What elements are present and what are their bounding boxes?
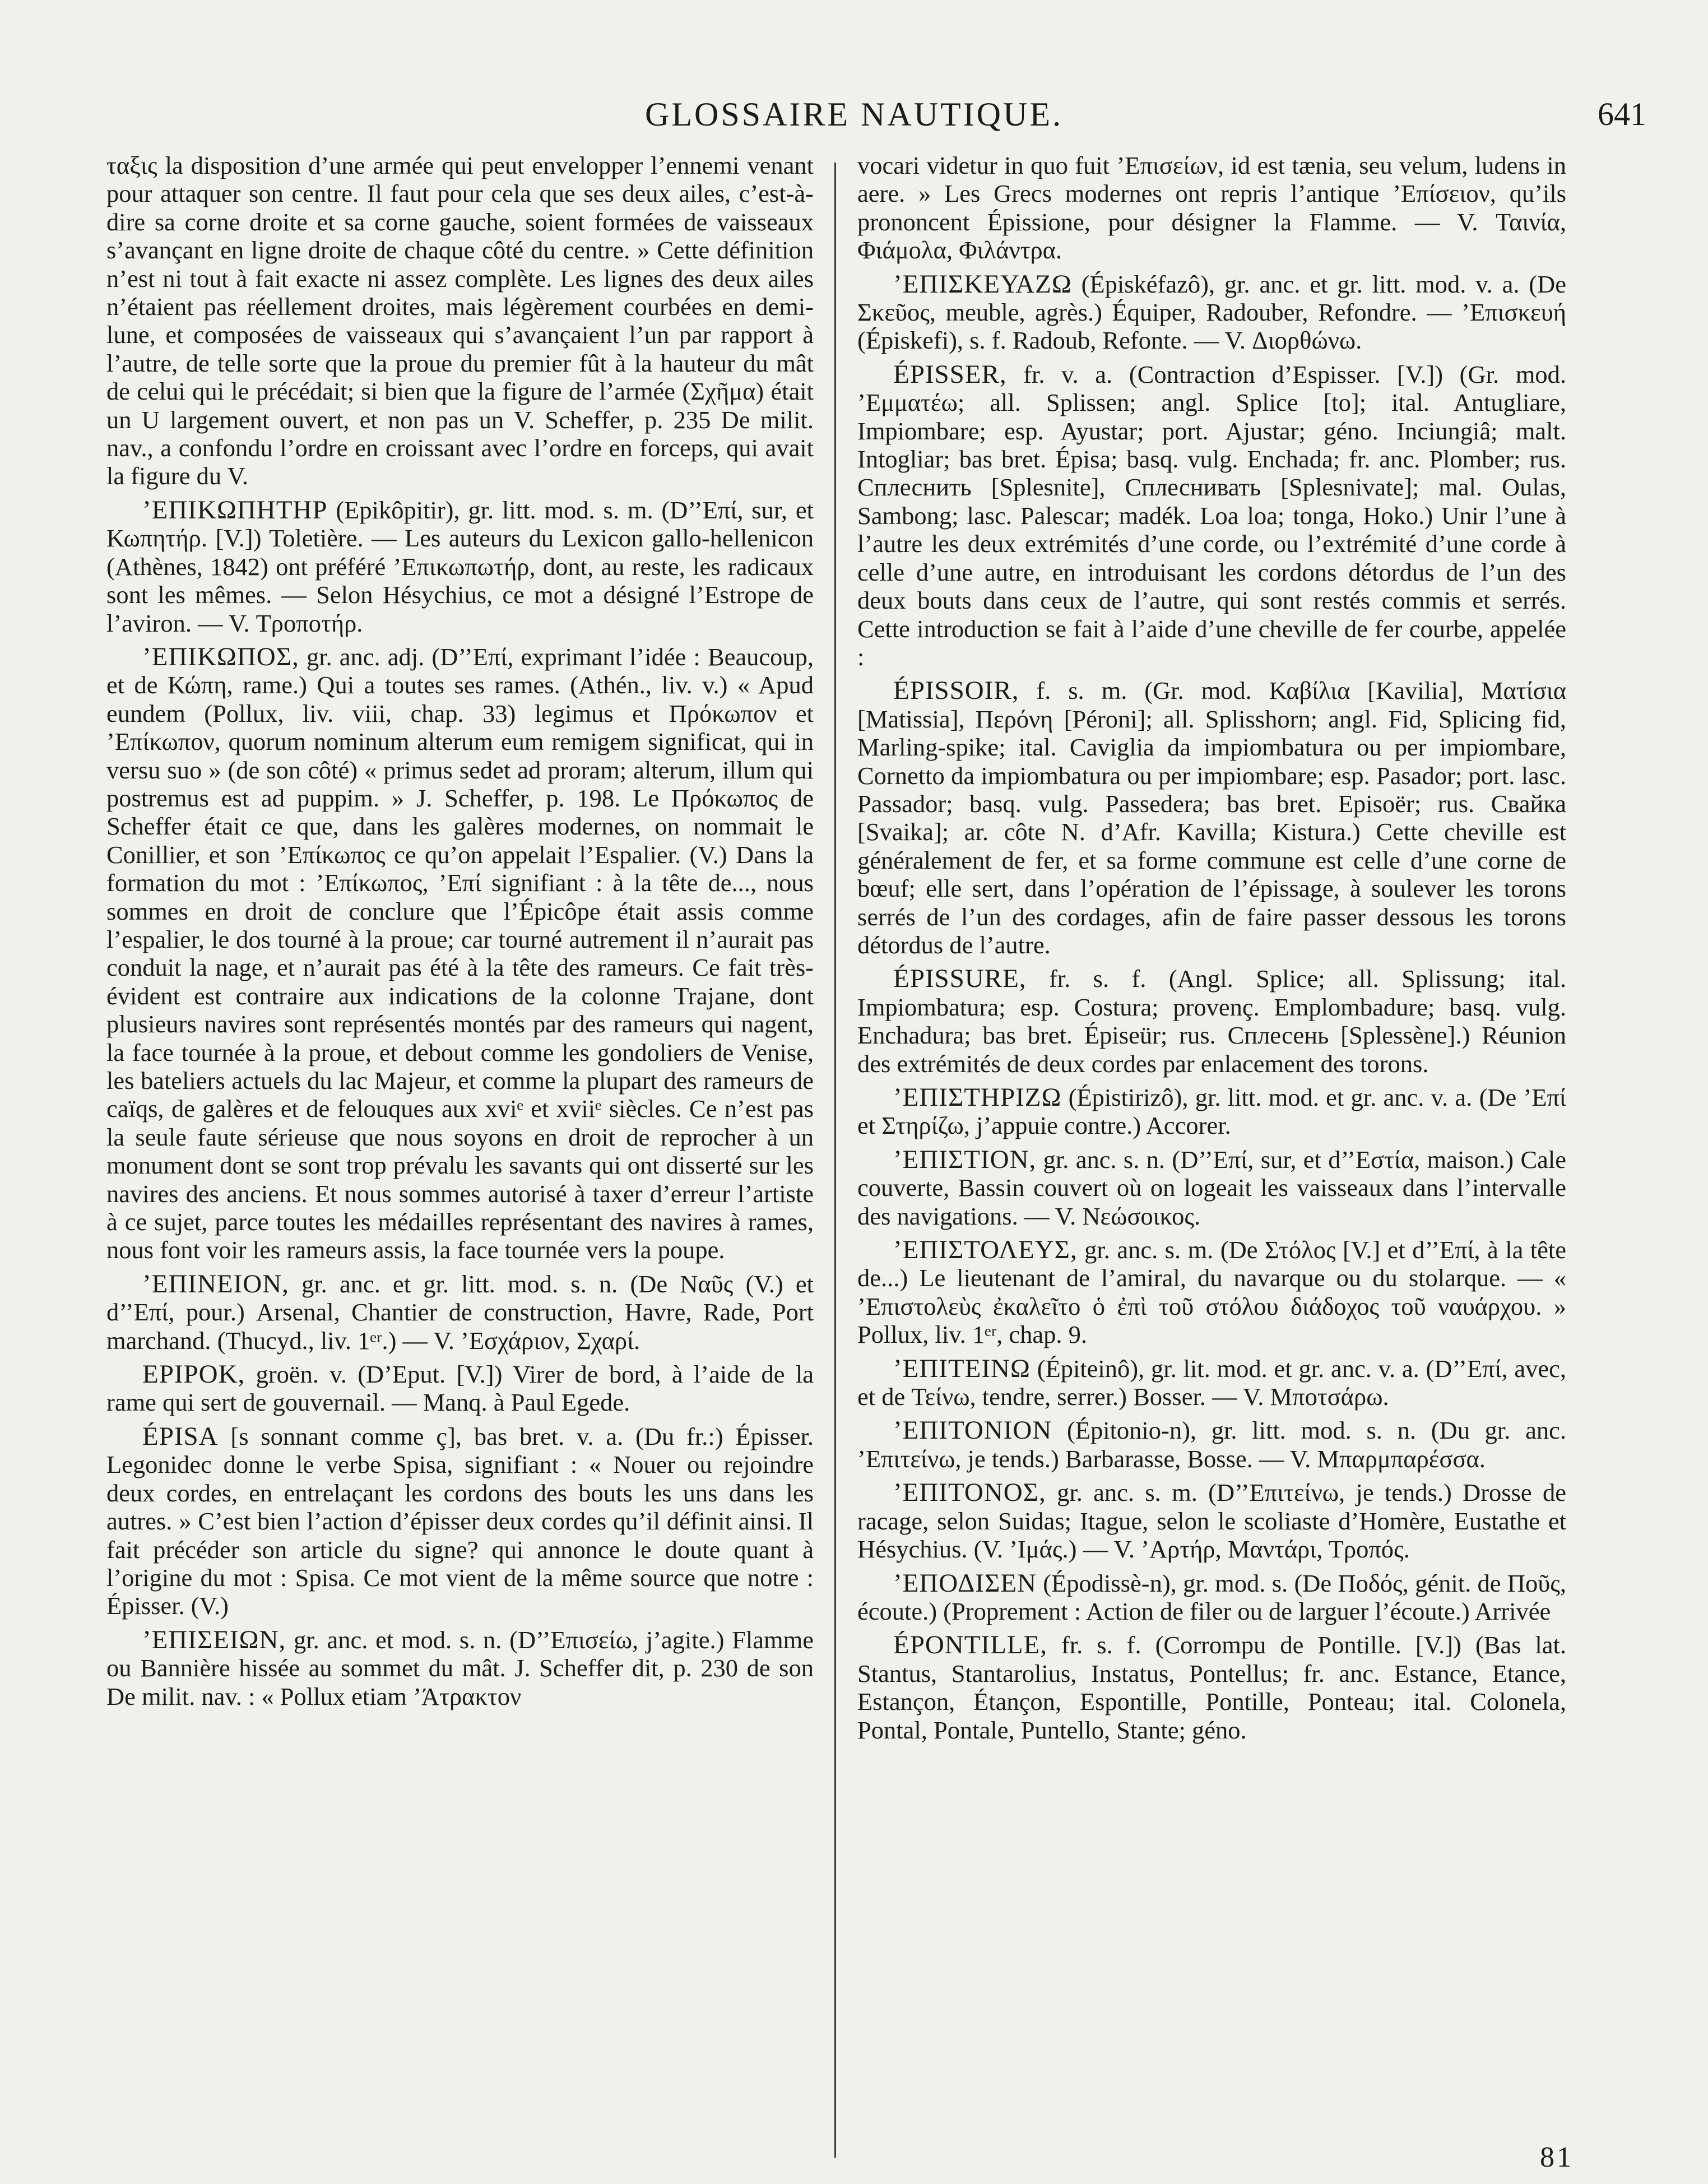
entry-text: (Épiskéfazô), gr. anc. et gr. litt. mod. v. a. (De Σκεῦος, meuble, agrès.) Équiper, Radouber, Refondre. — ’Επισκευή (Épiskefi), s. f. Radoub, Refonte. — V. Διορθώνω. [857,270,1566,355]
entry-text: (Epikôpitir), gr. litt. mod. s. m. (D’’Επί, sur, et Κωπητήρ. [V.]) Toletière. — Les auteurs du Lexicon gallo-hellenicon (Athènes, 1842) ont préféré ’Επικωπωτήρ, dont, au reste, les radicaux sont les mêmes. — Selon Hésychius, ce mot a désigné l’Estrope de l’aviron. — V. Τροποτήρ. [106,495,814,637]
glossary-entry [106,1270,814,1355]
entry-lemma: ’ΕΠΙΚΩΠΗΤΗΡ [142,495,328,525]
glossary-entry [857,1083,1566,1140]
glossary-entry [106,1422,814,1620]
glossary-entry [857,676,1566,959]
entry-lemma: ’ΕΠΙΣΕΙΩΝ, [142,1625,286,1654]
entry-lemma: ’ΕΠΙΝΕΙΟΝ, [142,1269,289,1299]
entry-text: gr. anc. et gr. litt. mod. s. n. (De Ναῦς (V.) et d’’Επί, pour.) Arsenal, Chantier de construction, Havre, Rade, Port marchand. (Thucyd., liv. 1ᵉʳ.) — V. ’Εσχάριον, Σχαρί. [106,1269,814,1355]
glossary-entry [857,1478,1566,1563]
entry-text: groën. v. (D’Eput. [V.]) Virer de bord, à l’aide de la rame qui sert de gouvernail. — Manq. à Paul Egede. [106,1360,814,1417]
glossary-entry [857,270,1566,355]
glossary-entry [857,965,1566,1078]
entry-lemma: ÉPISSOIR, [893,676,1019,706]
glossary-entry [857,360,1566,671]
page-number: 641 [1598,96,1646,132]
entry-lemma: ’ΕΠΙΤΟΝΙΟΝ [893,1416,1052,1445]
entry-lemma: EPIPOK, [142,1360,245,1389]
right-column [857,151,1566,1750]
glossary-entry [106,643,814,1264]
entry-text: gr. anc. et mod. s. n. (D’’Επισείω, j’agite.) Flamme ou Bannière hissée au sommet du mât. J. Scheffer dit, p. 230 de son De milit. nav. : « Pollux etiam ’Άτρακτον [106,1625,814,1710]
running-title: GLOSSAIRE NAUTIQUE. [645,96,1063,133]
column-divider [834,163,836,2158]
entry-text: [s sonnant comme ç], bas bret. v. a. (Du fr.:) Épisser. Legonidec donne le verbe Spisa, signifiant : « Nouer ou rejoindre deux cordes, en entrelaçant les cordons des bouts les uns dans les autres. » C’est bien l’action d’épisser deux cordes qu’il définit ainsi. Il fait précéder son article du signe? qui annonce le doute quant à l’origine du mot : Spisa. Ce mot vient de la même source que notre : Épisser. (V.) [106,1422,814,1620]
signature-mark: 81 [1540,2141,1574,2173]
glossary-entry [857,1355,1566,1411]
entry-lemma: ÉPISSURE, [893,964,1027,994]
entry-text: gr. anc. s. m. (D’’Επιτείνω, je tends.) Drosse de racage, selon Suidas; Itague, selon le scoliaste d’Homère, Eustathe et Hésychius. (V. ’Ιμάς.) — V. ’Αρτήρ, Μαντάρι, Τροπός. [857,1478,1567,1564]
entry-lemma: ’ΕΠΙΣΤΟΛΕΥΣ, [893,1235,1078,1265]
entry-lemma: ’ΕΠΙΤΟΝΟΣ, [893,1478,1046,1508]
entry-text: (Épitonio-n), gr. litt. mod. s. n. (Du gr. anc. ’Επιτείνω, je tends.) Barbarasse, Bosse. — V. Μπαρμπαρέσσα. [857,1416,1566,1473]
entry-text: (Épodissè-n), gr. mod. s. (De Ποδός, génit. de Ποῦς, écoute.) (Proprement : Action de filer ou de larguer l’écoute.) Arrivée [857,1569,1567,1625]
entry-lemma: ’ΕΠΙΤΕΙΝΩ [893,1353,1031,1383]
entry-text: fr. v. a. (Contraction d’Espisser. [V.]) (Gr. mod. ’Εμματέω; all. Splissen; angl. Splice [to]; ital. Antugliare, Impiombare; esp. Ayustar; port. Ajustar; géno. Inciungiâ; malt. Intogliar; bas bret. Épisa; basq. vulg. Enchada; fr. anc. Plomber; rus. Сплеснить [Splesnite], Сплеснивать [Splesnivate]; mal. Oulas, Sambong; lasc. Palescar; madék. Loa loa; tonga, Hoko.) Unir l’une à l’autre les deux extrémités d’une corde, ou l’extrémité d’une corde à celle d’une autre, en introduisant les cordons détordus de l’un des deux bouts dans ceux de l’autre, qui sont restés commis et serrés. Cette introduction se fait à l’aide d’une cheville de fer courbe, appelée : [857,360,1566,671]
page-header [0,95,1708,146]
entry-text: vocari videtur in quo fuit ’Επισείων, id est tænia, seu velum, ludens in aere. » Les Grecs modernes ont repris l’antique ’Επίσειον, qu’ils prononcent Épissione, pour désigner la Flamme. — V. Ταινία, Φιάμολα, Φιλάντρα. [857,151,1566,265]
left-column [106,151,814,1716]
entry-lemma: ÉPONTILLE, [893,1630,1047,1660]
glossary-entry [857,1236,1566,1349]
entry-lemma: ’ΕΠΙΣΚΕΥΑΖΩ [893,269,1072,299]
entry-text: f. s. m. (Gr. mod. Καβίλια [Kavilia], Ματίσια [Matissia], Περόνη [Péroni]; all. Splisshorn; angl. Fid, Splicing fid, Marling-spike; ital. Caviglia da impiombatura ou per impiombare, Cornetto da impiombatura ou per impiombare; esp. Pasador; port. lasc. Passador; basq. vulg. Passedera; bas bret. Episoër; rus. Свайка [Svaika]; ar. côte N. d’Afr. Kavilla; Kistura.) Cette cheville est généralement de fer, et sa forme commune est celle d’une corne de bœuf; elle sert, dans l’opération de l’épissage, à soulever les torons serrés de l’un des cordages, afin de faire passer dessous les torons détordus de l’autre. [857,676,1567,959]
entry-text: gr. anc. s. m. (De Στόλος [V.] et d’’Επί, à la tête de...) Le lieutenant de l’amiral, du navarque ou du stolarque. — « ’Επιστολεὺς ἐκαλεῖτο ὁ ἐπὶ τοῦ στόλου διάδοχος τοῦ ναυάρχου. » Pollux, liv. 1ᵉʳ, chap. 9. [857,1236,1566,1349]
entry-text: fr. s. f. (Angl. Splice; all. Splissung; ital. Impiombatura; esp. Costura; provenç. Emplombadure; basq. vulg. Enchadura; bas bret. Épiseür; rus. Сплесень [Splessène].) Réunion des extrémités de deux cordes par enlacement des torons. [857,965,1567,1078]
glossary-entry [106,151,814,490]
entry-text: gr. anc. adj. (D’’Επί, exprimant l’idée : Beaucoup, et de Κώπη, rame.) Qui a toutes ses rames. (Athén., liv. v.) « Apud eundem (Pollux, liv. viii, chap. 33) legimus et Πρόκωπον et ’Επίκωπον, quorum nominum alterum eum remigem significat, qui in versu suo » (de son côté) « primus sedet ad proram; alterum, illum qui postremus est ad puppim. » J. Scheffer, p. 198. Le Πρόκωπος de Scheffer était ce que, dans les galères modernes, on nommait le Conillier, et son ’Επίκωπος ce qu’on appelait l’Espalier. (V.) Dans la formation du mot : ’Επίκωπος, ’Επί signifiant : à la tête de..., nous sommes en droit de conclure que l’Épicôpe était assis comme l’espalier, le dos tourné à la proue; car tourné autrement il n’aurait pas conduit la nage, et n’aurait pas été à la tête des rameurs. Ce fait très-évident est contraire aux indications de la colonne Trajane, dont plusieurs navires sont représentés montés par des rameurs qui nagent, la face tournée à la proue, et debout comme les gondoliers de Venise, les bateliers actuels du lac Majeur, et comme la plupart des rameurs de caïqs, de galères et de felouques aux xviᵉ et xviiᵉ siècles. Ce n’est pas la seule faute sérieuse que nous soyons en droit de reprocher à un monument dont se sont trop prévalu les savants qui ont disserté sur les navires des anciens. Et nous sommes autorisé à taxer d’erreur l’artiste à ce sujet, parce toutes les médailles représentant des navires à rames, nous font voir les rameurs assis, la face tournée vers la poupe. [106,642,814,1264]
entry-lemma: ’ΕΠΙΣΤΙΟΝ, [893,1144,1037,1174]
entry-text: gr. anc. s. n. (D’’Επί, sur, et d’’Εστία, maison.) Cale couverte, Bassin couvert où on logeait les vaisseaux dans l’intervalle des navigations. — V. Νεώσοικος. [857,1145,1566,1230]
glossary-entry [106,1360,814,1417]
glossary-entry [857,1416,1566,1473]
glossary-entry [857,151,1566,265]
glossary-entry [106,496,814,637]
entry-text: (Épistirizô), gr. litt. mod. et gr. anc. v. a. (De ’Επί et Στηρίζω, j’appuie contre.) Accorer. [857,1083,1566,1140]
entry-lemma: ’ΕΠΙΚΩΠΟΣ, [142,642,299,671]
glossary-entry [106,1626,814,1710]
entry-text: (Épiteinô), gr. lit. mod. et gr. anc. v. a. (D’’Επί, avec, et de Τείνω, tendre, serrer.) Bosser. — V. Μποτσάρω. [857,1354,1566,1411]
glossary-entry [857,1631,1566,1744]
entry-text: fr. s. f. (Corrompu de Pontille. [V.]) (Bas lat. Stantus, Stantarolius, Instatus, Pontellus; fr. anc. Estance, Etance, Estançon, Étançon, Espontille, Pontille, Ponteau; ital. Colonela, Pontal, Pontale, Puntello, Stante; géno. [857,1631,1566,1744]
entry-lemma: ÉPISSER, [893,359,1007,389]
entry-lemma: ÉPISA [142,1421,219,1451]
entry-text: ταξις la disposition d’une armée qui peut envelopper l’ennemi venant pour attaquer son centre. Il faut pour cela que ses deux ailes, c’est-à-dire sa corne droite et sa corne gauche, soient formées de vaisseaux s’avançant en ligne droite de chaque côté du centre. » Cette définition n’est ni tout à fait exacte ni assez complète. Les lignes des deux ailes n’étaient pas réellement droites, mais légèrement courbées en demi-lune, et composées de vaisseaux qui s’avançaient l’un par rapport à l’autre, de telle sorte que la proue du premier fût à la hauteur du mât de celui qui le précédait; si bien que la figure de l’armée (Σχῆμα) était un U largement ouvert, et non pas un V. Scheffer, p. 235 De milit. nav., a confondu l’ordre en croissant avec l’ordre en forceps, qui avait la figure du V. [106,151,814,490]
entry-lemma: ’ΕΠΙΣΤΗΡΙΖΩ [893,1083,1062,1112]
glossary-entry [857,1146,1566,1230]
entry-lemma: ’ΕΠΟΔΙΣΕΝ [893,1568,1037,1598]
glossary-entry [857,1569,1566,1626]
